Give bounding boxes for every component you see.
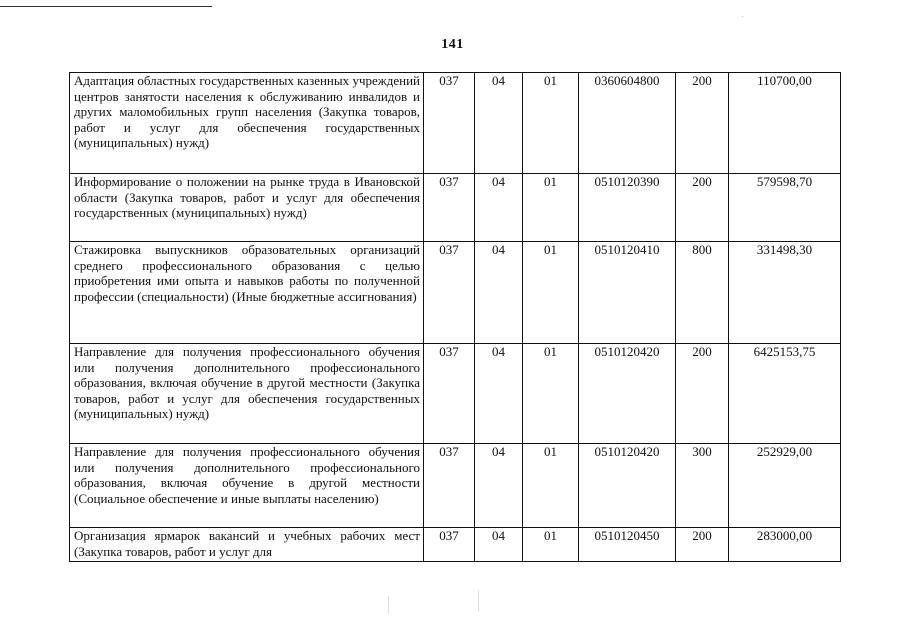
ministry-code: 037 — [424, 444, 475, 528]
expense-type-code: 300 — [676, 444, 729, 528]
row-description: Информирование о положении на рынке труда в Ивановской области (Закупка товаров, работ и услуг для обеспечения государственных (муниципальных) нужд) — [70, 174, 424, 242]
section-code: 04 — [475, 73, 523, 174]
budget-table — [69, 72, 841, 562]
expense-type-code: 200 — [676, 73, 729, 174]
target-article-code: 0510120410 — [579, 242, 676, 344]
table-row — [70, 73, 841, 174]
amount-value: 331498,30 — [729, 242, 841, 344]
amount-value: 252929,00 — [729, 444, 841, 528]
table-row — [70, 344, 841, 444]
ministry-code: 037 — [424, 528, 475, 562]
target-article-code: 0510120450 — [579, 528, 676, 562]
scan-speck — [742, 16, 743, 17]
amount-value: 283000,00 — [729, 528, 841, 562]
table-row — [70, 444, 841, 528]
subsection-code: 01 — [523, 174, 579, 242]
table-row — [70, 242, 841, 344]
row-description: Направление для получения профессионального обучения или получения дополнительного профессионального образования, включая обучение в другой местности (Закупка товаров, работ и услуг для обеспечения государственных (муниципальных) нужд) — [70, 344, 424, 444]
section-code: 04 — [475, 444, 523, 528]
subsection-code: 01 — [523, 242, 579, 344]
ministry-code: 037 — [424, 242, 475, 344]
section-code: 04 — [475, 174, 523, 242]
section-code: 04 — [475, 528, 523, 562]
expense-type-code: 200 — [676, 174, 729, 242]
section-code: 04 — [475, 242, 523, 344]
subsection-code: 01 — [523, 73, 579, 174]
scan-speck — [478, 590, 479, 612]
table-row — [70, 528, 841, 562]
target-article-code: 0510120420 — [579, 344, 676, 444]
row-description: Адаптация областных государственных казенных учреждений центров занятости населения к обслуживанию инвалидов и других маломобильных групп населения (Закупка товаров, работ и услуг для обеспечения государственных (муниципальных) нужд) — [70, 73, 424, 174]
page-number: 141 — [441, 37, 464, 52]
top-rule — [0, 6, 212, 7]
amount-value: 110700,00 — [729, 73, 841, 174]
ministry-code: 037 — [424, 174, 475, 242]
row-description: Направление для получения профессионального обучения или получения дополнительного профессионального образования, включая обучение в другой местности (Социальное обеспечение и иные выплаты населению) — [70, 444, 424, 528]
expense-type-code: 200 — [676, 344, 729, 444]
subsection-code: 01 — [523, 528, 579, 562]
subsection-code: 01 — [523, 444, 579, 528]
target-article-code: 0360604800 — [579, 73, 676, 174]
ministry-code: 037 — [424, 344, 475, 444]
scan-speck — [388, 596, 389, 614]
table-row — [70, 174, 841, 242]
target-article-code: 0510120390 — [579, 174, 676, 242]
row-description: Организация ярмарок вакансий и учебных рабочих мест (Закупка товаров, работ и услуг для — [70, 528, 424, 562]
section-code: 04 — [475, 344, 523, 444]
expense-type-code: 200 — [676, 528, 729, 562]
ministry-code: 037 — [424, 73, 475, 174]
amount-value: 579598,70 — [729, 174, 841, 242]
subsection-code: 01 — [523, 344, 579, 444]
row-description: Стажировка выпускников образовательных организаций среднего профессионального образования с целью приобретения ими опыта и навыков работы по полученной профессии (специальности) (Иные бюджетные ассигнования) — [70, 242, 424, 344]
amount-value: 6425153,75 — [729, 344, 841, 444]
expense-type-code: 800 — [676, 242, 729, 344]
table-body — [70, 73, 841, 562]
target-article-code: 0510120420 — [579, 444, 676, 528]
